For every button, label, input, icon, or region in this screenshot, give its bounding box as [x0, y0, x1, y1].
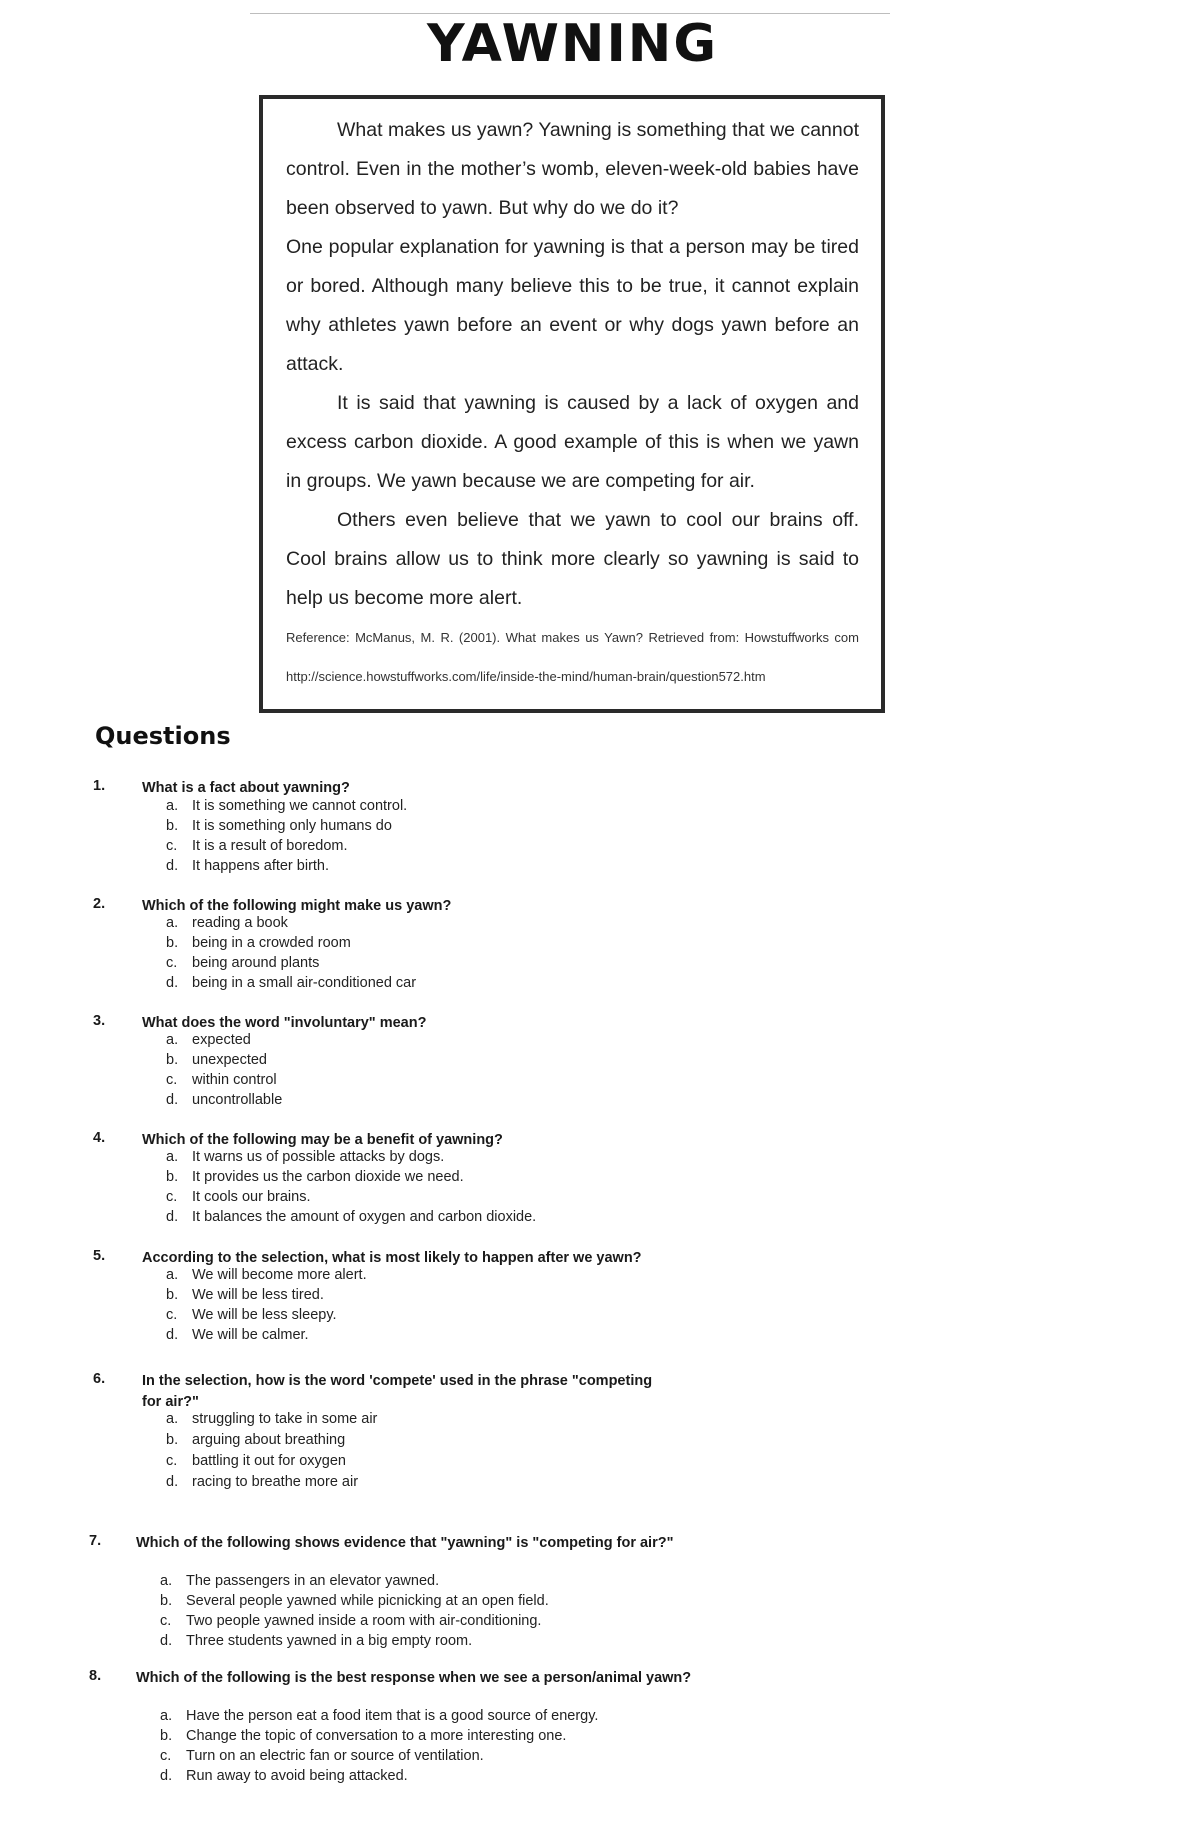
questions-heading: Questions	[95, 722, 231, 750]
option-text: reading a book	[192, 915, 288, 931]
option-letter: b.	[160, 1728, 173, 1744]
option-letter: c.	[160, 1748, 172, 1764]
option-letter: c.	[166, 1453, 178, 1469]
option-text: It is something only humans do	[192, 818, 392, 834]
answer-option[interactable]	[166, 1189, 310, 1205]
option-text: struggling to take in some air	[192, 1411, 378, 1427]
question-number: 7.	[89, 1533, 102, 1549]
option-text: We will become more alert.	[192, 1267, 367, 1283]
answer-option[interactable]	[166, 1149, 444, 1165]
passage-paragraph-1: What makes us yawn? Yawning is something that we cannot control. Even in the mother’s womb, eleven-week-old babies have been observed to yawn. But why do we do it?	[286, 119, 859, 219]
option-text: Change the topic of conversation to a more interesting one.	[186, 1728, 567, 1744]
question-number: 6.	[93, 1371, 106, 1387]
option-text: It is something we cannot control.	[192, 798, 408, 814]
option-text: Run away to avoid being attacked.	[186, 1768, 408, 1784]
answer-option[interactable]	[160, 1768, 408, 1784]
option-text: We will be calmer.	[192, 1327, 309, 1343]
question-text: Which of the following shows evidence that "yawning" is "competing for air?"	[136, 1535, 674, 1551]
answer-option[interactable]	[160, 1633, 472, 1649]
passage-paragraph-4: Others even believe that we yawn to cool our brains off. Cool brains allow us to think more clearly so yawning is said to help us become more alert.	[286, 509, 859, 609]
question-text: According to the selection, what is most likely to happen after we yawn?	[142, 1250, 642, 1266]
option-text: We will be less sleepy.	[192, 1307, 337, 1323]
option-text: It balances the amount of oxygen and carbon dioxide.	[192, 1209, 537, 1225]
answer-option[interactable]	[166, 838, 348, 854]
answer-option[interactable]	[160, 1593, 549, 1609]
answer-option[interactable]	[166, 818, 392, 834]
answer-option[interactable]	[160, 1613, 541, 1629]
option-text: arguing about breathing	[192, 1432, 346, 1448]
option-letter: a.	[166, 1032, 179, 1048]
answer-option[interactable]	[160, 1708, 598, 1724]
option-text: Three students yawned in a big empty room.	[186, 1633, 473, 1649]
option-letter: d.	[166, 1327, 179, 1343]
option-text: expected	[192, 1032, 251, 1048]
option-letter: a.	[166, 1411, 179, 1427]
reading-passage-box	[259, 95, 885, 713]
answer-option[interactable]	[166, 1169, 464, 1185]
answer-option[interactable]	[166, 975, 416, 991]
answer-option[interactable]	[166, 1072, 277, 1088]
option-letter: c.	[166, 955, 178, 971]
answer-option[interactable]	[166, 1474, 358, 1490]
question-number: 2.	[93, 896, 106, 912]
answer-option[interactable]	[166, 1453, 346, 1469]
question-number: 1.	[93, 778, 106, 794]
answer-option[interactable]	[166, 1411, 377, 1427]
option-text: It provides us the carbon dioxide we need.	[192, 1169, 464, 1185]
option-text: Several people yawned while picnicking at an open field.	[186, 1593, 549, 1609]
option-text: being in a crowded room	[192, 935, 351, 951]
option-letter: b.	[166, 935, 179, 951]
option-letter: d.	[166, 1092, 179, 1108]
question-number: 5.	[93, 1248, 106, 1264]
option-text: being around plants	[192, 955, 320, 971]
question-number: 4.	[93, 1130, 106, 1146]
option-text: It cools our brains.	[192, 1189, 311, 1205]
question-text: Which of the following is the best response when we see a person/animal yawn?	[136, 1670, 692, 1686]
answer-option[interactable]	[166, 1432, 345, 1448]
option-letter: d.	[166, 1209, 179, 1225]
option-letter: b.	[166, 1169, 179, 1185]
option-text: Two people yawned inside a room with air-conditioning.	[186, 1613, 542, 1629]
option-letter: b.	[160, 1593, 173, 1609]
question-text: What does the word "involuntary" mean?	[142, 1015, 427, 1031]
option-letter: a.	[160, 1708, 173, 1724]
answer-option[interactable]	[166, 1032, 251, 1048]
answer-option[interactable]	[166, 858, 329, 874]
option-letter: d.	[160, 1633, 173, 1649]
option-letter: d.	[160, 1768, 173, 1784]
option-letter: c.	[166, 1307, 178, 1323]
answer-option[interactable]	[166, 1287, 324, 1303]
question-text: In the selection, how is the word 'compete' used in the phrase "competing for air?"	[142, 1373, 653, 1410]
answer-option[interactable]	[166, 1307, 337, 1323]
answer-option[interactable]	[166, 1327, 309, 1343]
option-letter: d.	[166, 975, 179, 991]
option-text: We will be less tired.	[192, 1287, 324, 1303]
option-text: racing to breathe more air	[192, 1474, 359, 1490]
page-title: YAWNING	[426, 14, 718, 74]
option-text: Turn on an electric fan or source of ventilation.	[186, 1748, 484, 1764]
answer-option[interactable]	[166, 935, 351, 951]
option-letter: b.	[166, 1052, 179, 1068]
option-letter: a.	[166, 1267, 179, 1283]
option-letter: c.	[166, 1189, 178, 1205]
question-text: Which of the following may be a benefit of yawning?	[142, 1132, 503, 1148]
answer-option[interactable]	[160, 1748, 484, 1764]
option-text: uncontrollable	[192, 1092, 283, 1108]
question-text: What is a fact about yawning?	[142, 780, 350, 796]
question-number: 3.	[93, 1013, 106, 1029]
option-text: within control	[192, 1072, 277, 1088]
answer-option[interactable]	[166, 798, 407, 814]
option-text: battling it out for oxygen	[192, 1453, 346, 1469]
option-letter: d.	[166, 858, 179, 874]
answer-option[interactable]	[166, 1209, 536, 1225]
option-letter: c.	[160, 1613, 172, 1629]
question-number: 8.	[89, 1668, 102, 1684]
answer-option[interactable]	[166, 1267, 367, 1283]
answer-option[interactable]	[166, 1092, 282, 1108]
answer-option[interactable]	[160, 1728, 566, 1744]
option-letter: a.	[160, 1573, 173, 1589]
option-letter: d.	[166, 1474, 179, 1490]
answer-option[interactable]	[166, 1052, 267, 1068]
option-letter: b.	[166, 1432, 179, 1448]
option-text: It is a result of boredom.	[192, 838, 348, 854]
passage-paragraph-3: It is said that yawning is caused by a lack of oxygen and excess carbon dioxide. A good example of this is when we yawn in groups. We yawn because we are competing for air.	[286, 392, 859, 492]
passage-reference: Reference: McManus, M. R. (2001). What makes us Yawn? Retrieved from: Howstuffworks com http://science.howstuffworks.com/life/inside-the-mind/human-brain/question572.htm	[286, 630, 859, 684]
option-letter: c.	[166, 838, 178, 854]
answer-option[interactable]	[160, 1573, 439, 1589]
option-text: It warns us of possible attacks by dogs.	[192, 1149, 445, 1165]
answer-option[interactable]	[166, 955, 319, 971]
option-letter: a.	[166, 915, 179, 931]
option-letter: b.	[166, 818, 179, 834]
option-text: unexpected	[192, 1052, 267, 1068]
option-letter: a.	[166, 798, 179, 814]
option-letter: c.	[166, 1072, 178, 1088]
option-text: Have the person eat a food item that is a good source of energy.	[186, 1708, 599, 1724]
option-text: being in a small air-conditioned car	[192, 975, 417, 991]
option-text: The passengers in an elevator yawned.	[186, 1573, 440, 1589]
option-letter: b.	[166, 1287, 179, 1303]
option-text: It happens after birth.	[192, 858, 330, 874]
passage-paragraph-2: One popular explanation for yawning is that a person may be tired or bored. Although many believe this to be true, it cannot explain why athletes yawn before an event or why dogs yawn before an attack.	[286, 236, 859, 375]
answer-option[interactable]	[166, 915, 288, 931]
question-text: Which of the following might make us yawn?	[142, 898, 452, 914]
option-letter: a.	[166, 1149, 179, 1165]
